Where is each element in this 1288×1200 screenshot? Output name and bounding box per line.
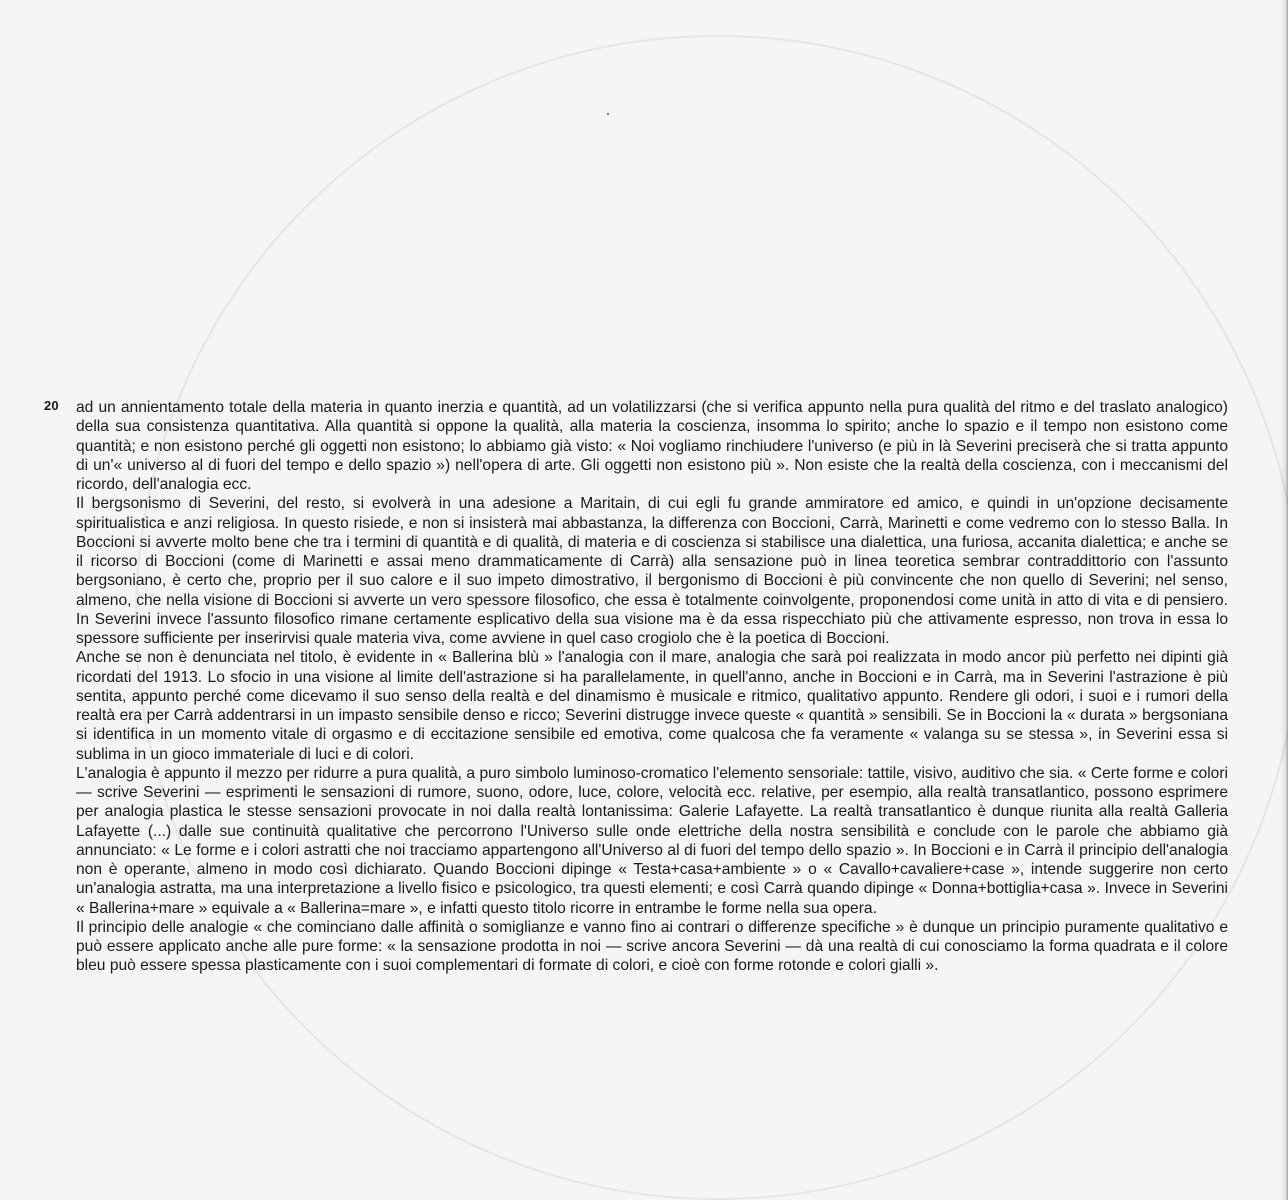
page-number: 20 bbox=[44, 398, 59, 413]
page-edge-shadow bbox=[1280, 0, 1288, 1200]
paragraph: ad un annientamento totale della materia in quanto inerzia e quantità, ad un volatilizzarsi (che si verifica appunto nella pura qualità del ritmo e del traslato analogico) della sua consistenza quantitativa. Alla quantità si oppone la qualità, alla materia la coscienza, insomma lo spirito; anche lo spazio e il tempo non esistono come quantità; e non esistono perché gli oggetti non esistono; lo abbiamo già visto: « Noi vogliamo rinchiudere l'universo (e più in là Severini preciserà che si tratta appunto di un'« universo al di fuori del tempo e dello spazio ») nell'opera di arte. Gli oggetti non esistono più ». Non esiste che la realtà della coscienza, con i meccanismi del ricordo, dell'analogia ecc. bbox=[76, 399, 1228, 493]
article-body bbox=[76, 398, 1228, 976]
paragraph: L'analogia è appunto il mezzo per ridurre a pura qualità, a puro simbolo luminoso-cromatico l'elemento sensoriale: tattile, visivo, auditivo che sia. « Certe forme e colori — scrive Severini — esprimenti le sensazioni di rumore, suono, odore, luce, colore, velocità ecc. relative, per esempio, alla realtà transatlantico, possono esprimere per analogia plastica le stesse sensazioni provocate in noi dalla realtà lontanissima: Galerie Lafayette. La realtà transatlantico è dunque riunita alla realtà Galleria Lafayette (...) dalle sue continuità qualitative che percorrono l'Universo sulle onde elettriche della nostra sensibilità e conclude con le parole che abbiamo già annunciato: « Le forme e i colori astratti che noi tracciamo appartengono all'Universo al di fuori del tempo dello spazio ». In Boccioni e in Carrà il principio dell'analogia non è operante, almeno in modo così dichiarato. Quando Boccioni dipinge « Testa+casa+ambiente » o « Cavallo+cavaliere+case », intende suggerire non certo un'analogia astratta, ma una interpretazione a livello fisico e psicologico, tra questi elementi; e così Carrà quando dipinge « Donna+bottiglia+casa ». Invece in Severini « Ballerina+mare » equivale a « Ballerina=mare », e infatti questo titolo ricorre in entrambe le forme nella sua opera. bbox=[76, 764, 1228, 917]
speck bbox=[607, 113, 609, 115]
paragraph: Anche se non è denunciata nel titolo, è evidente in « Ballerina blù » l'analogia con il mare, analogia che sarà poi realizzata in modo ancor più perfetto nei dipinti già ricordati del 1913. Lo sfocio in una visione al limite dell'astrazione si ha parallelamente, in quell'anno, anche in Boccioni e in Carrà, ma in Severini l'astrazione è più sentita, appunto perché come dicevamo il suo senso della realtà e del dinamismo è musicale e ritmico, qualitativo appunto. Rendere gli odori, i suoi e i rumori della realtà era per Carrà addentrarsi in un impasto sensibile denso e ricco; Severini distrugge invece queste « quantità » sensibili. Se in Boccioni la « durata » bergsoniana si identifica in un momento vitale di orgasmo e di eccitazione sensibile ed emotiva, come qualcosa che fa veramente « valanga su se stessa », in Severini essa si sublima in un gioco immateriale di luci e di colori. bbox=[76, 649, 1228, 763]
paragraph: Il bergsonismo di Severini, del resto, si evolverà in una adesione a Maritain, di cui egli fu grande ammiratore ed amico, e quindi in un'opzione decisamente spiritualistica e anzi religiosa. In questo risiede, e non si insisterà mai abbastanza, la differenza con Boccioni, Carrà, Marinetti e come vedremo con lo stesso Balla. In Boccioni si avverte molto bene che tra i termini di quantità e di qualità, di materia e di coscienza si stabilisce una dialettica, una furiosa, accanita dialettica; e anche se il ricorso di Boccioni (come di Marinetti e assai meno drammaticamente di Carrà) alla sensazione può in linea teoretica sembrar contraddittorio con l'assunto bergsoniano, è certo che, proprio per il suo calore e il suo impeto dimostrativo, il bergonismo di Boccioni è più convincente che non quello di Severini; nel senso, almeno, che nella visione di Boccioni si avverte un vero spessore filosofico, che essa è totalmente coinvolgente, proponendosi come unità in atto di vita e di pensiero. In Severini invece l'assunto filosofico rimane certamente esplicativo della sua visione ma è da essa rispecchiato più che attivamente espresso, non trova in essa lo spessore sufficiente per inserirvisi quale materia viva, come avviene in quel caso crogiolo che è la poetica di Boccioni. bbox=[76, 495, 1228, 647]
paragraph: Il principio delle analogie « che cominciano dalle affinità o somiglianze e vanno fino ai contrari o differenze specifiche » è dunque un principio puramente qualitativo e può essere applicato anche alle pure forme: « la sensazione prodotta in noi — scrive ancora Severini — dà una realtà di cui conosciamo la forma quadrata e il colore bleu può essere spessa plasticamente con i suoi complementari di formate di colori, e cioè con forme rotonde e colori gialli ». bbox=[76, 918, 1228, 975]
